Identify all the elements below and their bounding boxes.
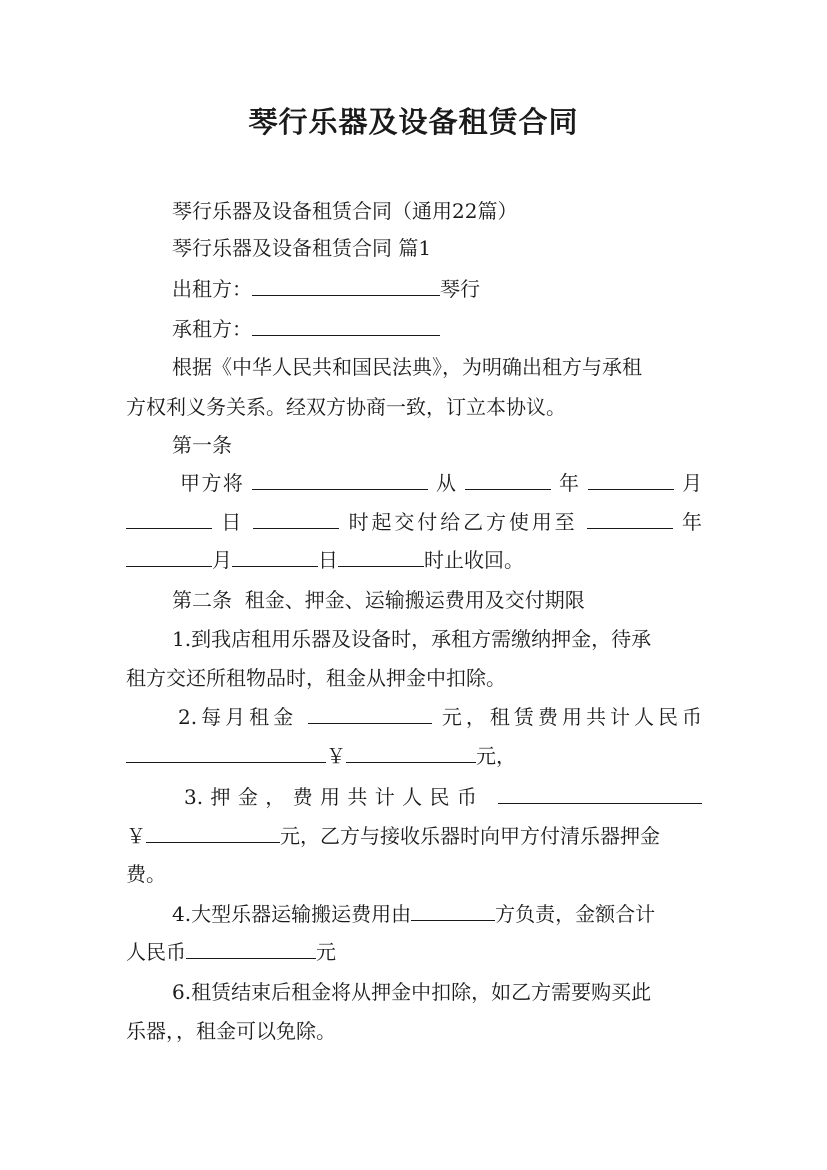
article-1-line-3 bbox=[126, 545, 702, 575]
item-2-text-b: 元，租赁费用共计人民币 bbox=[441, 705, 703, 729]
item-4-line-1 bbox=[172, 899, 702, 929]
item-4-text-b: 方负责，金额合计 bbox=[495, 902, 656, 926]
deposit-amount-blank bbox=[146, 822, 280, 843]
item-3-line-3: 费。 bbox=[126, 862, 166, 886]
item-1-line-1: 1.到我店租用乐器及设备时，承租方需缴纳押金，待承 bbox=[172, 627, 652, 651]
item-3-line-1 bbox=[184, 782, 702, 812]
end-year-blank bbox=[587, 508, 673, 529]
item-1-line-2: 租方交还所租物品时，租金从押金中扣除。 bbox=[126, 666, 506, 690]
lessor-suffix: 琴行 bbox=[440, 277, 480, 301]
item-2-text-a: 2.每月租金 bbox=[178, 705, 298, 729]
yen-symbol: ￥ bbox=[326, 744, 346, 768]
start-hour-blank bbox=[253, 508, 339, 529]
item-6-line-2: 乐器，，租金可以免除。 bbox=[126, 1019, 336, 1043]
lessor-name-blank bbox=[252, 275, 440, 296]
article-2-heading: 第二条 租金、押金、运输搬运费用及交付期限 bbox=[172, 588, 585, 612]
item-2-line-2 bbox=[126, 741, 702, 771]
start-month-blank bbox=[588, 469, 674, 490]
document-title: 琴行乐器及设备租赁合同 bbox=[248, 105, 579, 139]
item-4-text-c: 人民币 bbox=[126, 940, 186, 964]
intro-line-1: 根据《中华人民共和国民法典》，为明确出租方与承租 bbox=[172, 355, 642, 379]
item-3-line-2 bbox=[126, 821, 702, 851]
lessor-line bbox=[172, 274, 702, 304]
month-label: 月 bbox=[212, 548, 232, 572]
item-blank bbox=[252, 469, 428, 490]
article-1-line-1 bbox=[180, 468, 702, 498]
end-hour-blank bbox=[338, 546, 424, 567]
yuan-label: 元 bbox=[316, 940, 336, 964]
article-1-text-c: 时止收回。 bbox=[424, 548, 524, 572]
transport-party-blank bbox=[411, 900, 495, 921]
year-label: 年 bbox=[682, 510, 703, 534]
day-label: 日 bbox=[318, 548, 338, 572]
item-6-line-1: 6.租赁结束后租金将从押金中扣除，如乙方需要购买此 bbox=[172, 980, 652, 1004]
start-day-blank bbox=[126, 508, 212, 529]
intro-line-2: 方权利义务关系。经双方协商一致，订立本协议。 bbox=[126, 395, 566, 419]
article-1-text-b: 时起交付给乙方使用至 bbox=[348, 510, 578, 534]
start-year-blank bbox=[465, 469, 551, 490]
month-label: 月 bbox=[682, 471, 703, 495]
deposit-words-blank bbox=[498, 783, 702, 804]
article-1-line-2 bbox=[126, 507, 702, 537]
subtitle: 琴行乐器及设备租赁合同（通用22篇） bbox=[172, 199, 518, 223]
item-2-line-1 bbox=[178, 702, 702, 732]
item-4-text-a: 4.大型乐器运输搬运费用由 bbox=[172, 902, 412, 926]
year-label: 年 bbox=[559, 471, 581, 495]
lessee-name-blank bbox=[252, 315, 440, 336]
article-1-text-from: 从 bbox=[435, 471, 458, 495]
end-month-blank bbox=[126, 546, 212, 567]
lessor-label: 出租方： bbox=[172, 277, 252, 301]
part-heading: 琴行乐器及设备租赁合同 篇1 bbox=[172, 236, 432, 260]
item-4-line-2 bbox=[126, 937, 702, 967]
article-1-heading: 第一条 bbox=[172, 433, 232, 457]
lessee-label: 承租方： bbox=[172, 317, 252, 341]
end-day-blank bbox=[232, 546, 318, 567]
yuan-label: 元， bbox=[476, 744, 516, 768]
article-1-text-a: 甲方将 bbox=[180, 471, 245, 495]
total-rent-amount-blank bbox=[346, 742, 476, 763]
item-3-text-b: 元，乙方与接收乐器时向甲方付清乐器押金 bbox=[280, 824, 660, 848]
lessee-line bbox=[172, 314, 702, 344]
monthly-rent-blank bbox=[308, 703, 432, 724]
total-rent-words-blank bbox=[126, 742, 326, 763]
day-label: 日 bbox=[221, 510, 245, 534]
transport-amount-blank bbox=[186, 938, 316, 959]
yen-symbol: ￥ bbox=[126, 824, 146, 848]
item-3-text-a: 3.押金，费用共计人民币 bbox=[184, 785, 485, 809]
